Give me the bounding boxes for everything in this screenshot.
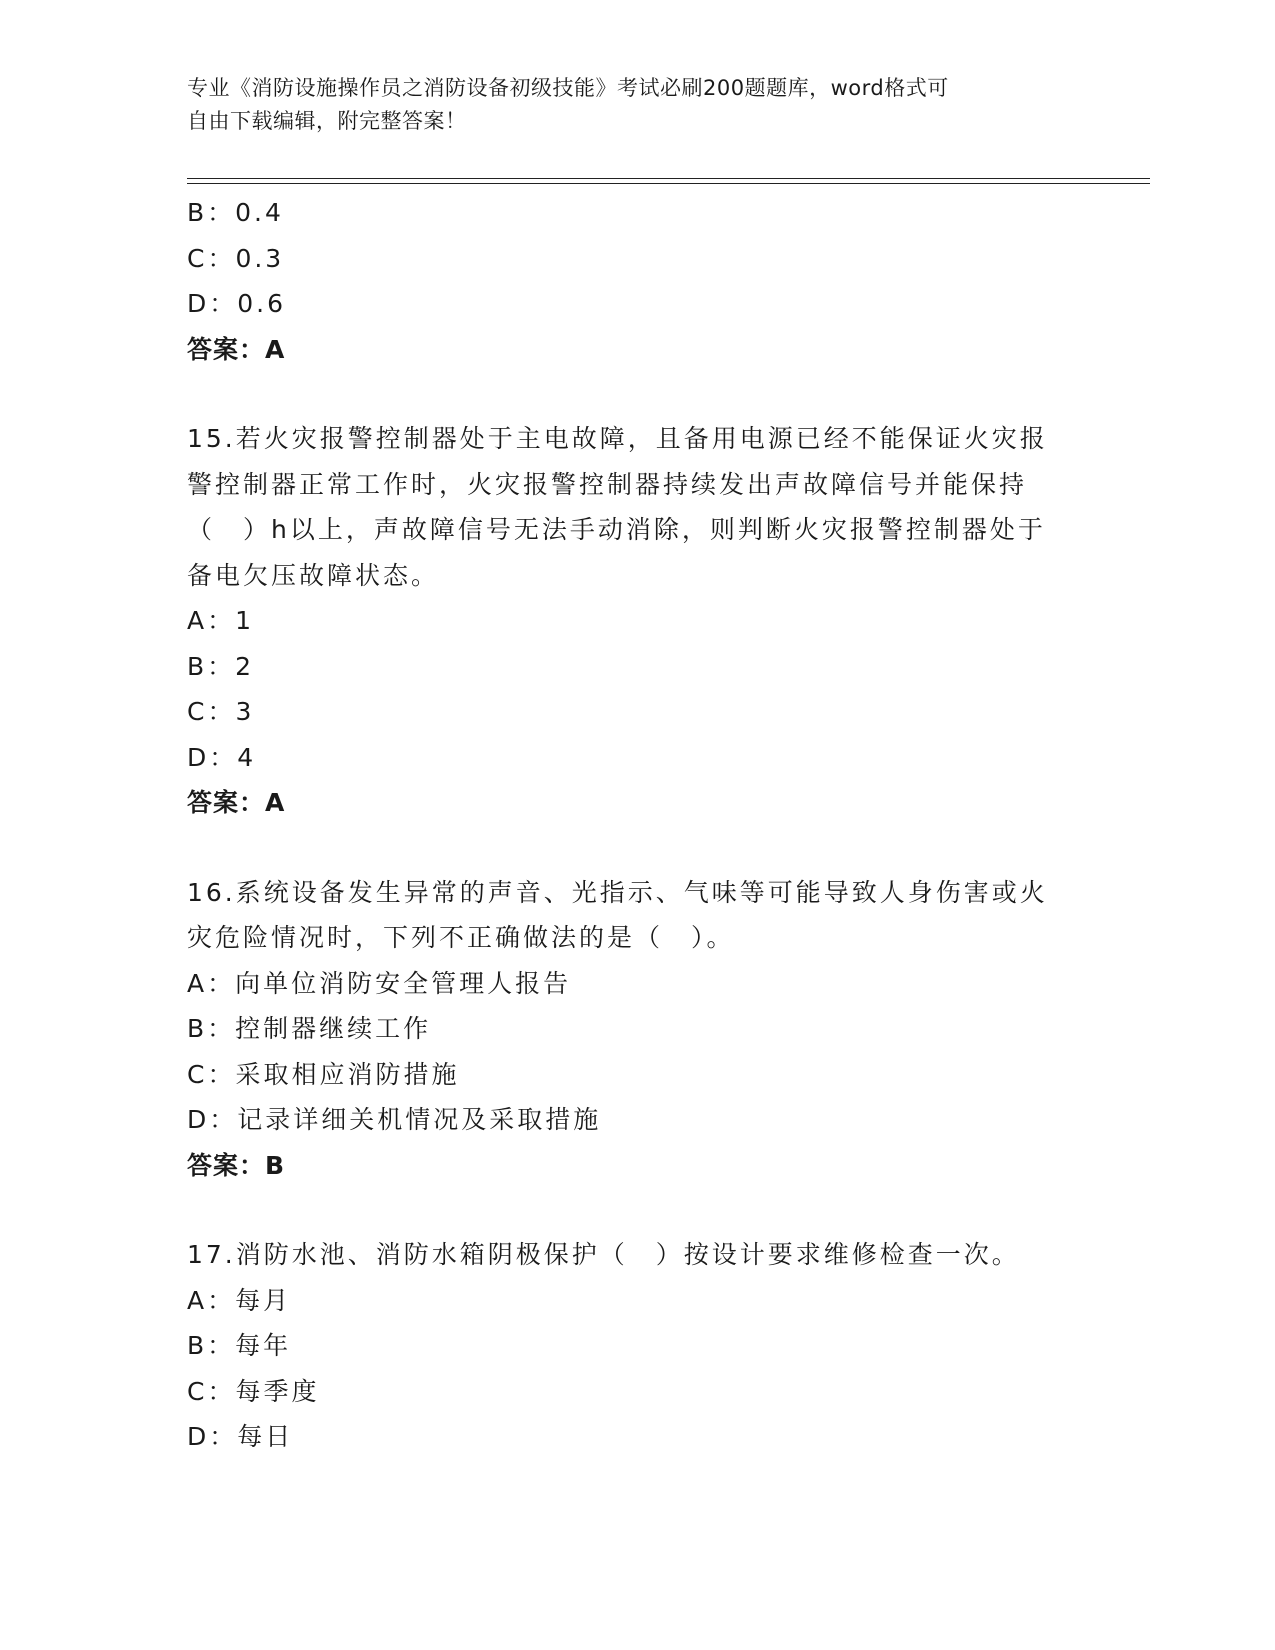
question-text-line: 警控制器正常工作时，火灾报警控制器持续发出声故障信号并能保持 (187, 469, 1028, 499)
option-d: D：4 (187, 742, 257, 772)
question-17 (187, 1232, 1087, 1460)
option-d: D：记录详细关机情况及采取措施 (187, 1105, 602, 1134)
option-a: A：每月 (187, 1285, 292, 1315)
question-15 (187, 416, 1087, 826)
document-header (187, 72, 1067, 138)
question-text-line: 16.系统设备发生异常的声音、光指示、气味等可能导致人身伤害或火 (187, 877, 1048, 907)
option-b: B：0.4 (187, 198, 284, 227)
option-c: C：采取相应消防措施 (187, 1059, 460, 1089)
question-text-line: 15.若火灾报警控制器处于主电故障，且备用电源已经不能保证火灾报 (187, 424, 1048, 453)
option-b: B：每年 (187, 1331, 292, 1360)
answer-line: 答案：A (187, 334, 286, 364)
question-text-line: （ ）h以上，声故障信号无法手动消除，则判断火灾报警控制器处于 (187, 515, 1046, 544)
answer-line: 答案：B (187, 1150, 286, 1180)
previous-question-tail (187, 190, 1087, 372)
option-c: C：0.3 (187, 243, 285, 273)
question-text-line: 17.消防水池、消防水箱阴极保护（ ）按设计要求维修检查一次。 (187, 1240, 1020, 1269)
option-b: B：2 (187, 651, 255, 681)
header-divider-bottom (187, 183, 1150, 184)
option-a: A：1 (187, 606, 255, 635)
question-text (187, 870, 1087, 961)
question-16 (187, 870, 1087, 1189)
question-text (187, 1232, 1087, 1278)
header-line-1: 专业《消防设施操作员之消防设备初级技能》考试必刷200题题库，word格式可 (187, 76, 949, 100)
option-b: B：控制器继续工作 (187, 1014, 432, 1043)
question-list (187, 190, 1087, 1460)
answer-line: 答案：A (187, 788, 286, 817)
header-divider-top (187, 178, 1150, 179)
question-text-line: 灾危险情况时，下列不正确做法的是（ ）。 (187, 923, 735, 952)
header-line-2: 自由下载编辑，附完整答案！ (187, 109, 467, 133)
option-d: D：0.6 (187, 289, 287, 318)
question-text (187, 416, 1087, 598)
option-c: C：3 (187, 697, 255, 726)
option-a: A：向单位消防安全管理人报告 (187, 968, 572, 998)
option-c: C：每季度 (187, 1376, 320, 1406)
question-text-line: 备电欠压故障状态。 (187, 560, 440, 590)
option-d: D：每日 (187, 1422, 294, 1451)
